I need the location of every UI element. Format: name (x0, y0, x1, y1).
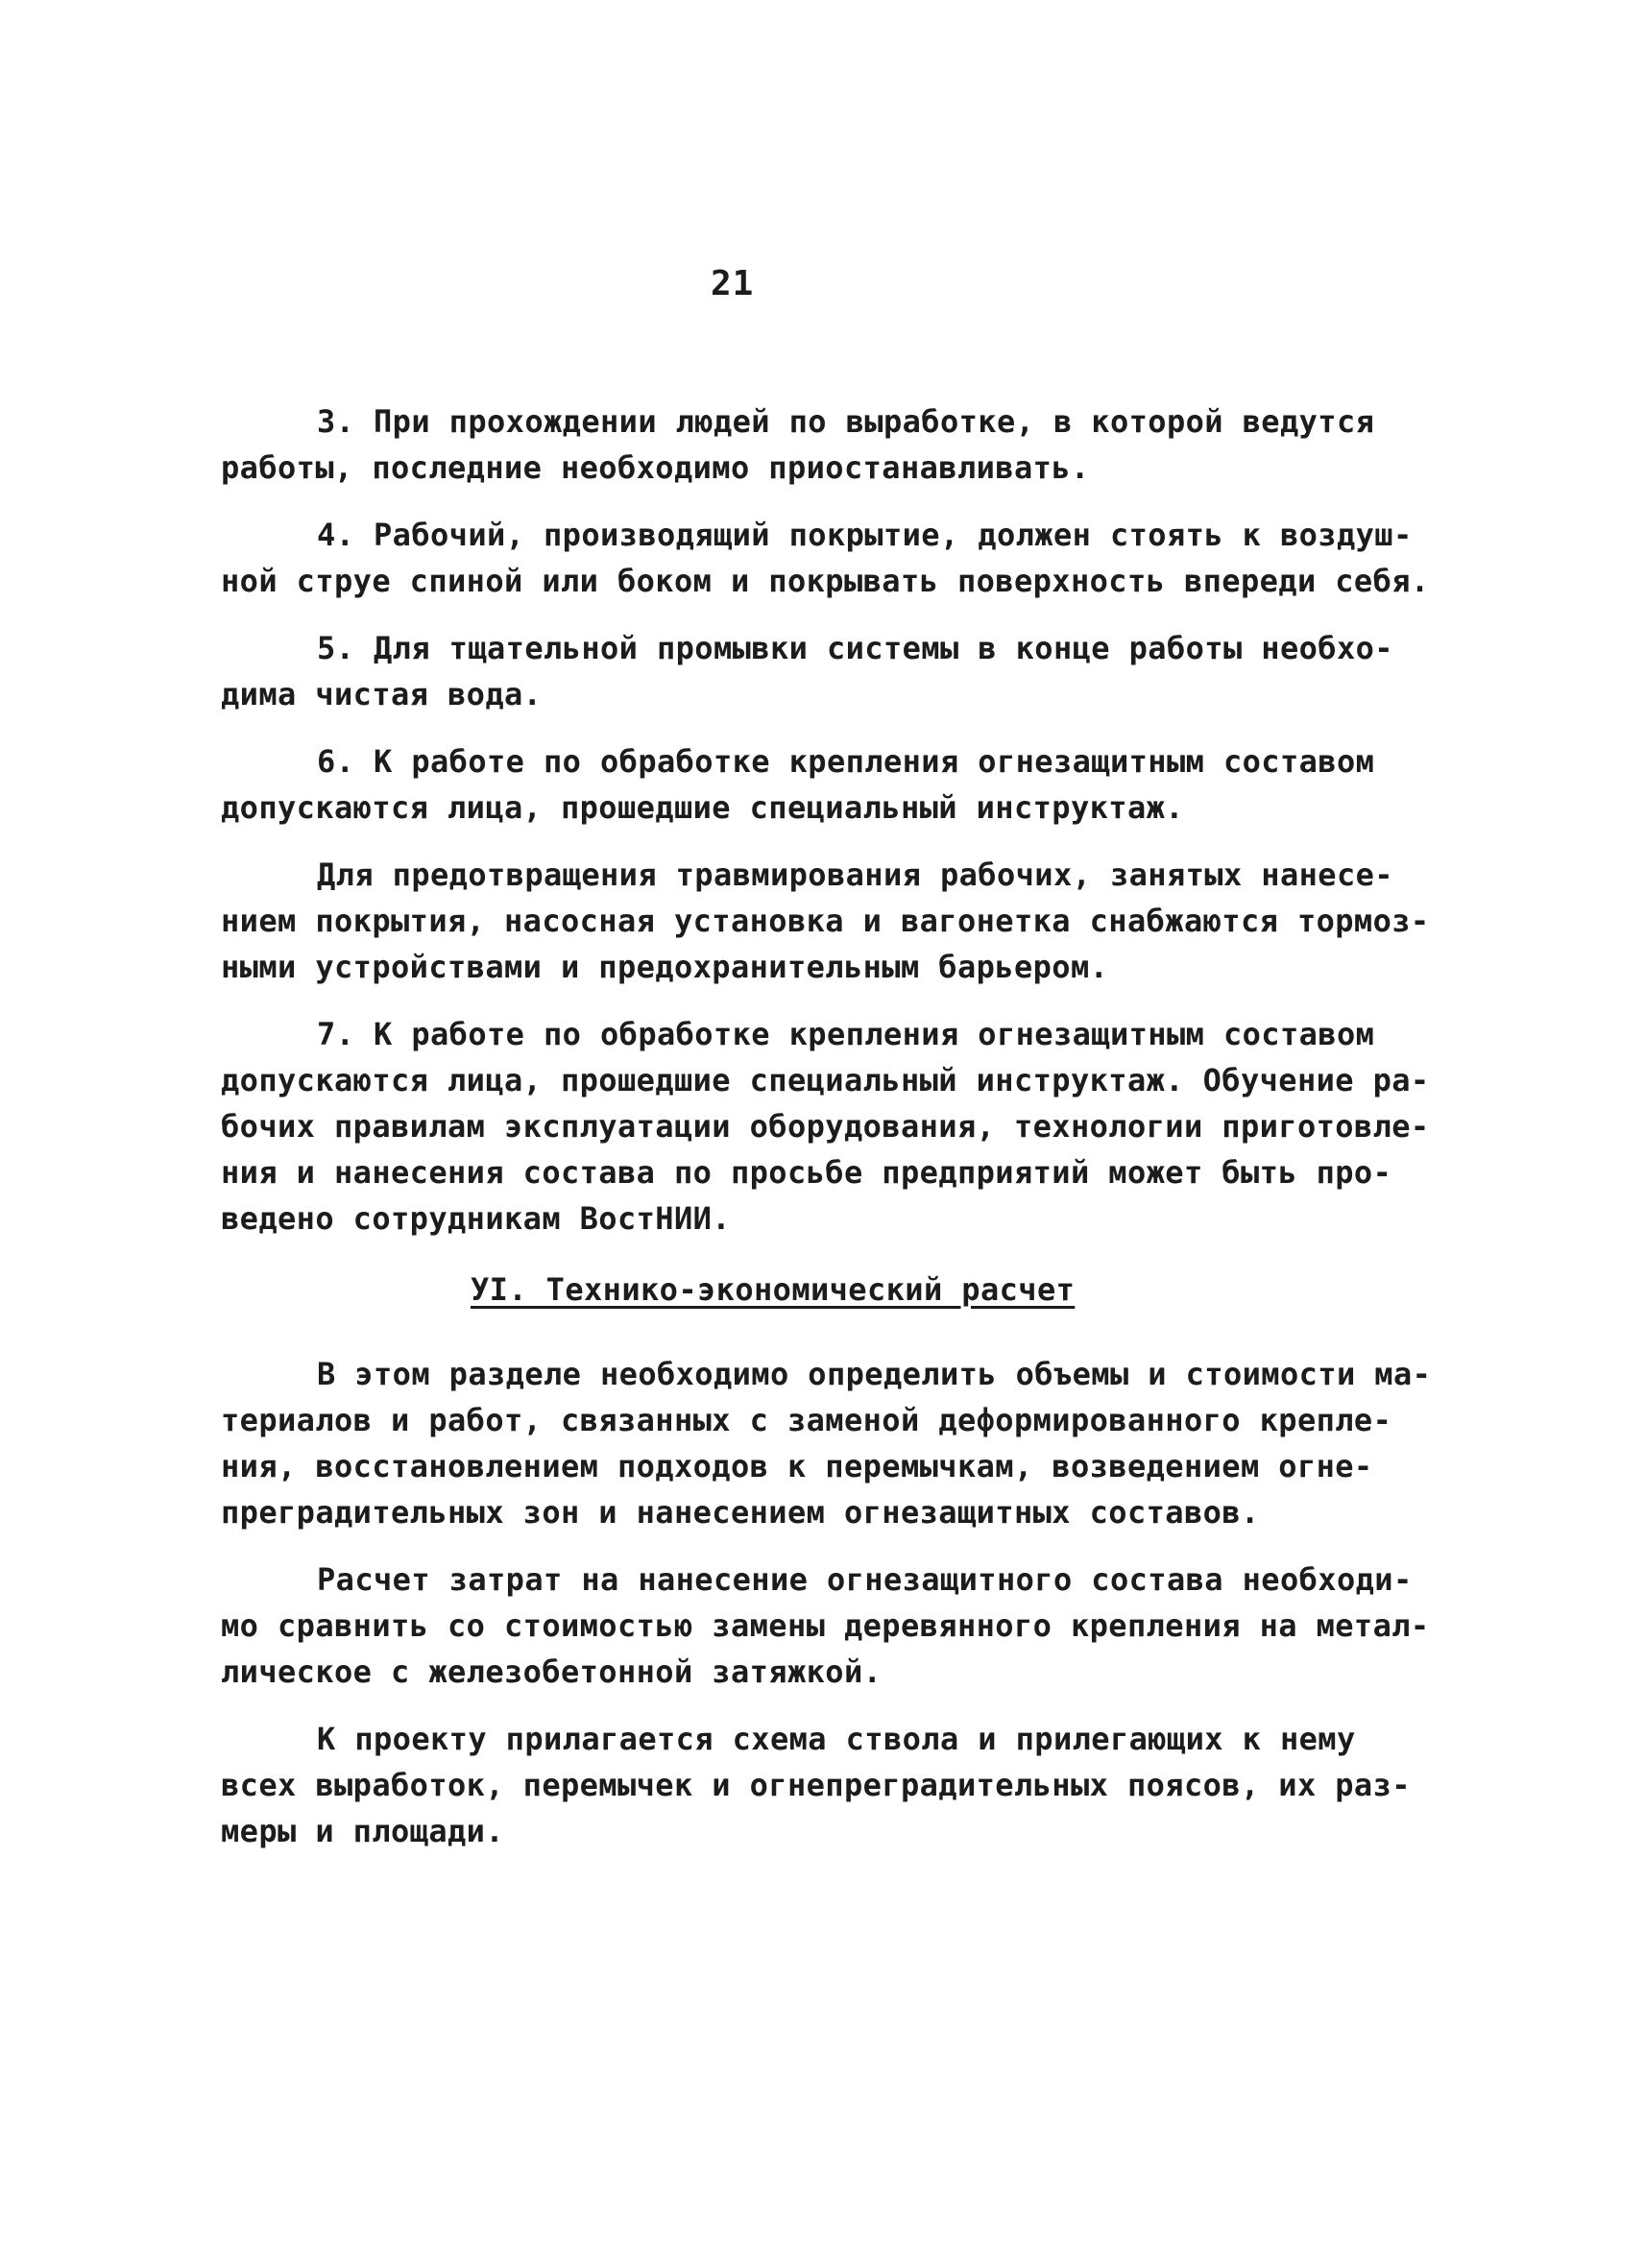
text-line: дима чистая вода. (221, 676, 543, 712)
paragraph-item-3 (221, 398, 1460, 491)
text-line: 4. Рабочий, производящий покрытие, должен стоять к воздуш- (317, 517, 1413, 553)
text-line: ной струе спиной или боком и покрывать поверхность впереди себя. (221, 563, 1430, 599)
text-line: всех выработок, перемычек и огнепреградительных поясов, их раз- (221, 1767, 1411, 1803)
text-line: В этом разделе необходимо определить объемы и стоимости ма- (317, 1356, 1432, 1392)
text-line: 7. К работе по обработке крепления огнезащитным составом (317, 1016, 1375, 1052)
paragraph-item-4 (221, 512, 1460, 604)
text-line: ния, восстановлением подходов к перемычкам, возведением огне- (221, 1448, 1373, 1484)
paragraph-item-6 (221, 738, 1460, 831)
text-line: К проекту прилагается схема ствола и прилегающих к нему (317, 1721, 1356, 1757)
paragraph-item-7 (221, 1011, 1460, 1242)
paragraph-project-attachment (221, 1716, 1460, 1854)
section-heading-text: УI. Технико-экономический расчет (471, 1271, 1076, 1308)
text-line: Для предотвращения травмирования рабочих, занятых нанесе- (317, 857, 1393, 893)
text-line: преградительных зон и нанесением огнезащитных составов. (221, 1494, 1260, 1531)
text-line: ния и нанесения состава по просьбе предприятий может быть про- (221, 1154, 1392, 1191)
text-line: териалов и работ, связанных с заменой деформированного крепле- (221, 1402, 1392, 1438)
text-line: мо сравнить со стоимостью замены деревянного крепления на метал- (221, 1607, 1430, 1644)
text-line: бочих правилам эксплуатации оборудования, технологии приготовле- (221, 1108, 1430, 1145)
section-heading (221, 1267, 1460, 1313)
text-line: лическое с железобетонной затяжкой. (221, 1653, 883, 1690)
text-line: допускаются лица, прошедшие специальный инструктаж. (221, 789, 1184, 826)
text-line: нием покрытия, насосная установка и вагонетка снабжаются тормоз- (221, 903, 1430, 939)
paragraph-safety-barrier (221, 852, 1460, 990)
paragraph-section-intro (221, 1351, 1460, 1535)
document-body (221, 398, 1460, 1875)
text-line: 6. К работе по обработке крепления огнезащитным составом (317, 743, 1375, 780)
text-line: допускаются лица, прошедшие специальный инструктаж. Обучение ра- (221, 1062, 1430, 1098)
paragraph-item-5 (221, 625, 1460, 717)
text-line: 5. Для тщательной промывки системы в конце работы необхо- (317, 630, 1393, 666)
text-line: 3. При прохождении людей по выработке, в которой ведутся (317, 403, 1375, 440)
text-line: Расчет затрат на нанесение огнезащитного состава необходи- (317, 1561, 1413, 1598)
text-line: ными устройствами и предохранительным барьером. (221, 949, 1109, 985)
text-line: работы, последние необходимо приостанавливать. (221, 449, 1090, 486)
paragraph-cost-comparison (221, 1556, 1460, 1695)
page-number: 21 (711, 264, 755, 303)
text-line: меры и площади. (221, 1813, 504, 1849)
text-line: ведено сотрудникам ВостНИИ. (221, 1200, 731, 1237)
